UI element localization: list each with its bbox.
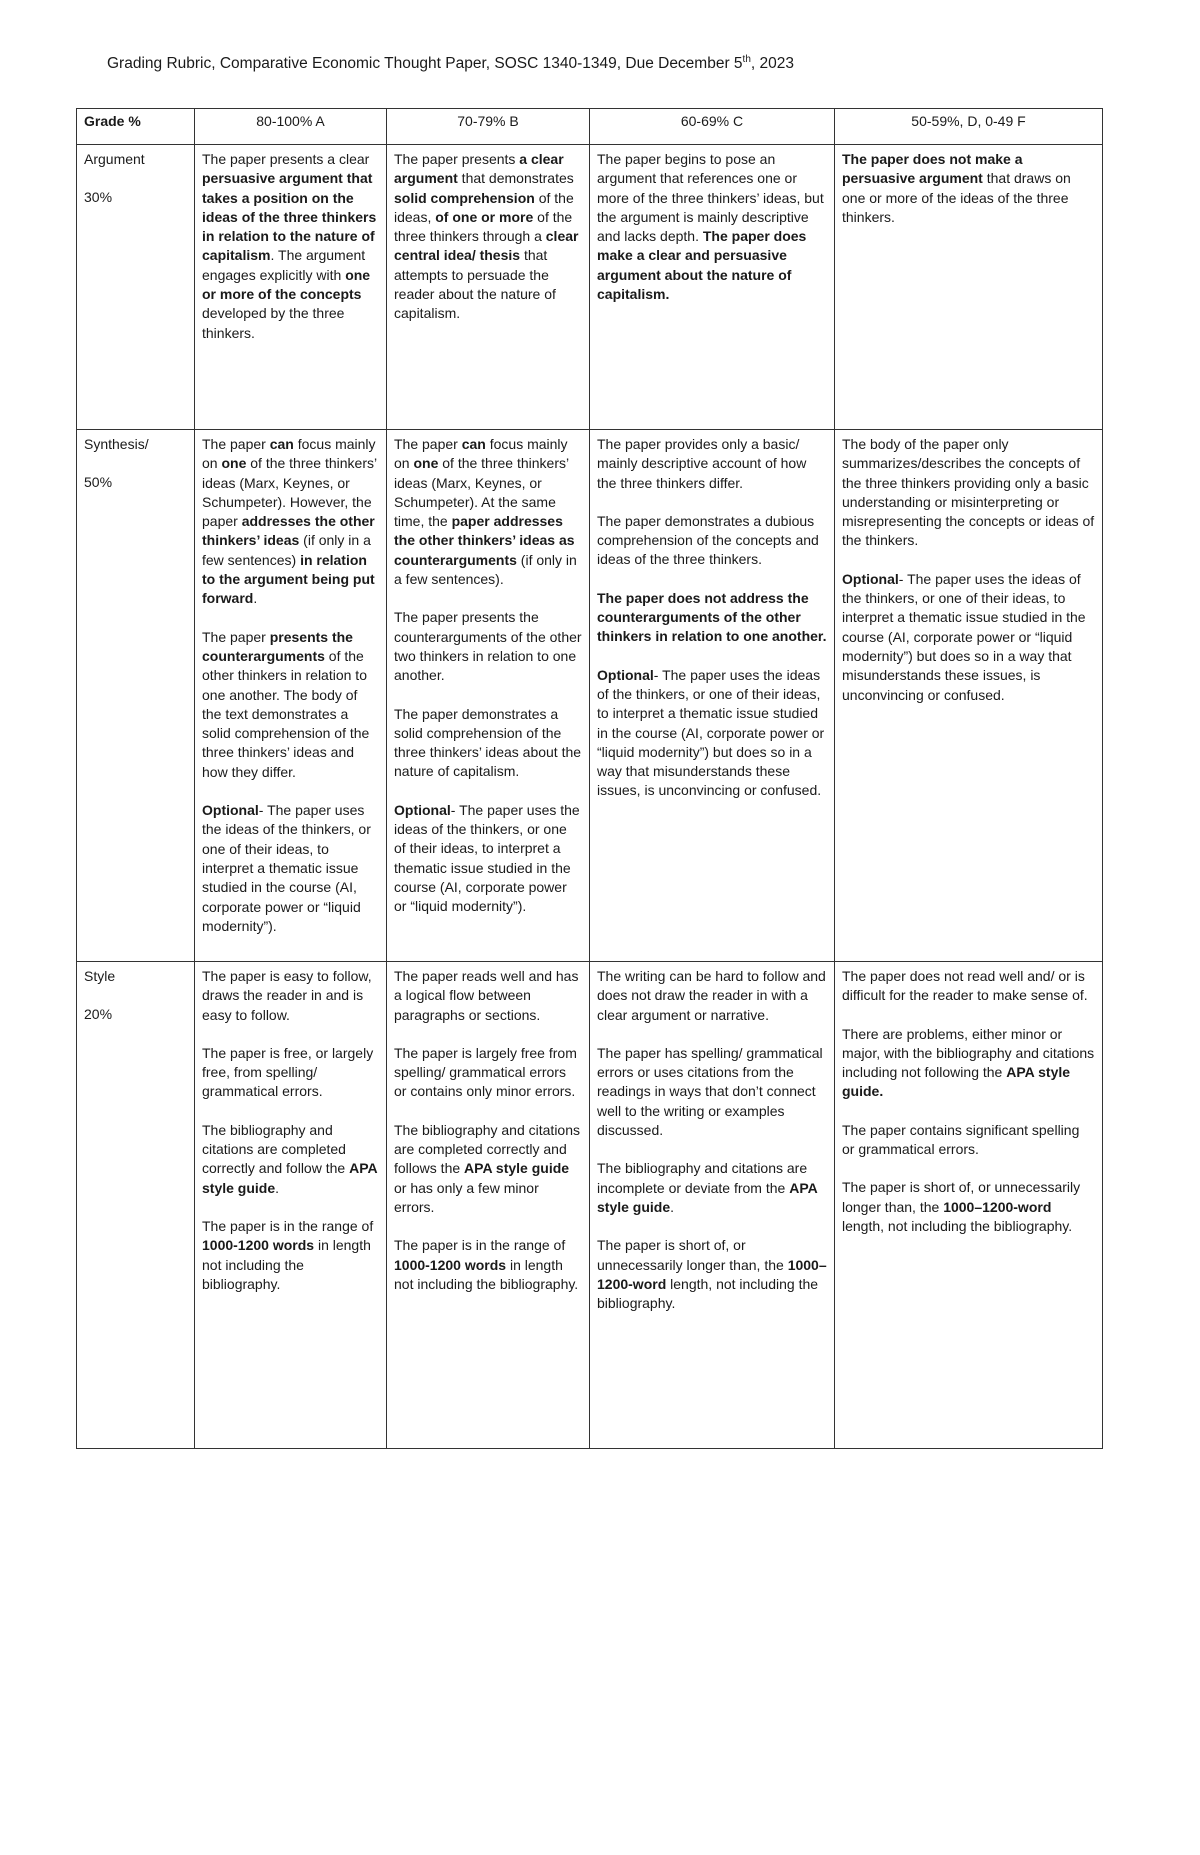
cell-style-c: [590, 962, 835, 1449]
cell-paragraph: [202, 628, 379, 782]
text-run: The paper begins to pose an argument that references one or more of the three thinkers’ ideas, but the argument is mainly descriptive and lacks depth.: [597, 151, 824, 245]
text-run: of the three thinkers through a: [394, 208, 573, 245]
cell-synthesis-b: [387, 430, 590, 962]
text-run: The paper is free, or largely free, from spelling/ grammatical errors.: [202, 1044, 374, 1100]
text-run: that demonstrates: [457, 170, 574, 187]
bold-text: persuasive argument that takes a position on the ideas of the three thinkers in relation to the nature of capitalism: [202, 170, 377, 264]
cell-paragraph: [394, 435, 582, 589]
cell-paragraph: [597, 967, 827, 1025]
cell-paragraph: [597, 1159, 827, 1217]
bold-text: The paper does make a clear and persuasive argument about the nature of capitalism.: [597, 228, 807, 303]
text-run: .: [670, 1198, 675, 1215]
cell-paragraph: [842, 570, 1095, 705]
bold-text: 1000–1200-word: [597, 1256, 827, 1292]
bold-text: presents the counterarguments: [202, 628, 353, 664]
bold-text: APA style guide: [202, 1160, 378, 1196]
text-run: The paper presents a clear: [202, 151, 370, 167]
header-level-a: 80-100% A: [195, 109, 387, 145]
bold-text: can: [461, 436, 486, 452]
cell-style-b: [387, 962, 590, 1449]
cell-paragraph: [394, 150, 582, 324]
cell-paragraph: [597, 150, 827, 304]
text-run: (if only in a few sentences): [202, 532, 371, 568]
text-run: in length not including the bibliography.: [202, 1237, 371, 1292]
text-run: . The argument engages explicitly with: [202, 247, 366, 283]
cell-argument-c: [590, 145, 835, 430]
text-run: The paper reads well and has a logical flow between paragraphs or sections.: [394, 968, 579, 1023]
cell-paragraph: [597, 589, 827, 647]
text-run: focus mainly on: [394, 436, 568, 472]
bold-text: paper addresses the other thinkers’ ideas as counterarguments: [394, 513, 575, 568]
text-run: developed by the three thinkers.: [202, 305, 345, 341]
cell-paragraph: [394, 1121, 582, 1217]
cell-paragraph: [394, 967, 582, 1025]
bold-text: addresses the other thinkers’ ideas: [202, 513, 375, 549]
text-run: The paper is in the range of: [202, 1217, 374, 1234]
cell-argument-a: [195, 145, 387, 430]
text-run: of the three thinkers’ ideas (Marx, Keynes, or Schumpeter). However, the paper: [202, 455, 377, 530]
text-run: of the ideas,: [394, 189, 574, 225]
row-weight: 30%: [84, 189, 113, 206]
cell-synthesis-c: [590, 430, 835, 962]
cell-paragraph: [394, 608, 582, 685]
text-run: The paper is short of, or unnecessarily longer than, the: [597, 1237, 788, 1273]
cell-paragraph: [842, 435, 1095, 551]
rubric-table: [76, 108, 1103, 1449]
cell-paragraph: [202, 967, 379, 1025]
text-run: (if only in a few sentences).: [394, 551, 577, 588]
bold-text: of one or more: [435, 208, 534, 225]
cell-synthesis-a: [195, 430, 387, 962]
cell-synthesis-d-f: [835, 430, 1103, 962]
text-run: The paper is easy to follow, draws the reader in and is easy to follow.: [202, 968, 372, 1023]
text-run: that draws on one or more of the ideas of the three thinkers.: [842, 170, 1071, 225]
cell-argument-d-f: [835, 145, 1103, 430]
row-style: [77, 962, 1103, 1449]
text-run: length, not including the bibliography.: [597, 1275, 819, 1312]
text-run: - The paper uses the ideas of the thinkers, or one of their ideas, to interpret a thematic issue studied in the course (AI, corporate power or “liquid modernity”) but does so in a way that misunderstands these issues, is unconvincing or confused.: [842, 570, 1086, 703]
text-run: The body of the paper only summarizes/describes the concepts of the three thinkers providing only a basic understanding or misinterpreting or misrepresenting the concepts or ideas of the thinkers.: [842, 436, 1095, 549]
header-row: [77, 109, 1103, 145]
bold-text: Optional: [394, 801, 451, 818]
row-head-synthesis: [77, 430, 195, 962]
text-run: .: [275, 1179, 280, 1196]
cell-paragraph: [202, 1044, 379, 1102]
row-synthesis: [77, 430, 1103, 962]
cell-paragraph: [597, 435, 827, 493]
row-weight: 50%: [84, 474, 113, 491]
text-run: The paper is largely free from spelling/ grammatical errors or contains only minor errors.: [394, 1044, 577, 1100]
text-run: The paper demonstrates a solid comprehension of the three thinkers’ ideas about the nature of capitalism.: [394, 705, 582, 780]
bold-text: a clear argument: [394, 151, 564, 187]
bold-text: solid comprehension: [394, 189, 535, 206]
header-level-c: 60-69% C: [590, 109, 835, 145]
text-run: length, not including the bibliography.: [842, 1217, 1073, 1234]
text-run: The paper has spelling/ grammatical errors or uses citations from the readings in ways that don’t connect well to the writing or examples discussed.: [597, 1044, 823, 1139]
bold-text: The paper does not make a persuasive argument: [842, 151, 1023, 187]
bold-text: Optional: [842, 570, 899, 587]
text-run: or has only a few minor errors.: [394, 1179, 539, 1215]
bold-text: 1000–1200-word: [943, 1198, 1052, 1215]
cell-paragraph: [394, 1044, 582, 1102]
text-run: The paper presents the counterarguments of the other two thinkers in relation to one another.: [394, 609, 582, 684]
text-run: The paper presents: [394, 151, 520, 167]
text-run: The bibliography and citations are completed correctly and follows the: [394, 1121, 581, 1177]
text-run: .: [253, 590, 258, 607]
text-run: - The paper uses the ideas of the thinkers, or one of their ideas, to interpret a thematic issue studied in the course (AI, corporate power or “liquid modernity”) but does so in a way that misunderstands these issues, is unconvincing or confused.: [597, 666, 825, 799]
cell-style-d-f: [835, 962, 1103, 1449]
row-name: Argument: [84, 151, 145, 167]
row-head-argument: [77, 145, 195, 430]
title-superscript: th: [742, 54, 751, 65]
text-run: The paper demonstrates a dubious comprehension of the concepts and ideas of the three thinkers.: [597, 512, 819, 568]
row-argument: [77, 145, 1103, 430]
header-level-d-f: 50-59%, D, 0-49 F: [835, 109, 1103, 145]
cell-paragraph: [394, 705, 582, 782]
cell-style-a: [195, 962, 387, 1449]
text-run: The paper contains significant spelling or grammatical errors.: [842, 1121, 1080, 1158]
row-weight: 20%: [84, 1006, 113, 1023]
bold-text: Optional: [597, 666, 654, 683]
row-name: Synthesis/: [84, 436, 149, 452]
cell-paragraph: [597, 512, 827, 570]
cell-paragraph: [202, 1217, 379, 1294]
cell-paragraph: [842, 967, 1095, 1006]
text-run: of the three thinkers’ ideas (Marx, Keynes, or Schumpeter). At the same time, the: [394, 455, 569, 530]
bold-text: one: [221, 455, 247, 472]
text-run: focus mainly on: [202, 436, 376, 472]
cell-paragraph: [597, 1044, 827, 1140]
cell-paragraph: [394, 801, 582, 917]
text-run: The bibliography and citations are completed correctly and follow the: [202, 1121, 350, 1177]
page-title: [107, 54, 794, 73]
text-run: that attempts to persuade the reader about the nature of capitalism.: [394, 247, 556, 322]
header-grade: Grade %: [77, 109, 195, 145]
cell-paragraph: [842, 1121, 1095, 1160]
cell-paragraph: [842, 1178, 1095, 1236]
text-run: The bibliography and citations are incomplete or deviate from the: [597, 1160, 808, 1196]
cell-paragraph: [202, 1121, 379, 1198]
text-run: The paper: [394, 436, 462, 452]
bold-text: can: [269, 436, 294, 452]
bold-text: 1000-1200 words: [394, 1256, 507, 1273]
bold-text: Optional: [202, 802, 259, 819]
bold-text: 1000-1200 words: [202, 1237, 315, 1254]
text-run: The paper does not read well and/ or is difficult for the reader to make sense of.: [842, 968, 1088, 1004]
text-run: The paper is short of, or unnecessarily longer than, the: [842, 1179, 1081, 1215]
cell-paragraph: [842, 1025, 1095, 1102]
bold-text: in relation to the argument being put forward: [202, 551, 375, 607]
text-run: in length not including the bibliography.: [394, 1256, 579, 1292]
cell-paragraph: [597, 1236, 827, 1313]
bold-text: one or more of the concepts: [202, 266, 371, 303]
text-run: There are problems, either minor or major, with the bibliography and citations including not following the: [842, 1025, 1095, 1081]
cell-argument-b: [387, 145, 590, 430]
cell-paragraph: [842, 150, 1095, 227]
text-run: The paper: [202, 436, 270, 452]
bold-text: APA style guide: [464, 1160, 570, 1177]
cell-paragraph: [597, 666, 827, 801]
bold-text: APA style guide.: [842, 1064, 1071, 1100]
cell-paragraph: [394, 1236, 582, 1294]
title-tail: , 2023: [750, 55, 794, 73]
bold-text: clear central idea/ thesis: [394, 228, 579, 264]
text-run: of the other thinkers in relation to one another. The body of the text demonstrates a solid comprehension of the three thinkers’ ideas and how they differ.: [202, 647, 370, 780]
header-level-b: 70-79% B: [387, 109, 590, 145]
bold-text: The paper does not address the counterarguments of the other thinkers in relation to one another.: [597, 589, 827, 645]
text-run: The writing can be hard to follow and does not draw the reader in with a clear argument or narrative.: [597, 968, 826, 1023]
row-head-style: [77, 962, 195, 1449]
cell-paragraph: [202, 801, 379, 936]
text-run: - The paper uses the ideas of the thinkers, or one of their ideas, to interpret a thematic issue studied in the course (AI, corporate power or “liquid modernity”).: [202, 802, 371, 934]
bold-text: one: [413, 455, 439, 472]
cell-paragraph: [202, 150, 379, 343]
title-text: Grading Rubric, Comparative Economic Thought Paper, SOSC 1340-1349, Due December 5: [107, 55, 743, 73]
text-run: The paper provides only a basic/ mainly descriptive account of how the three thinkers differ.: [597, 436, 807, 491]
text-run: - The paper uses the ideas of the thinkers, or one of their ideas, to interpret a thematic issue studied in the course (AI, corporate power or “liquid modernity”).: [394, 801, 580, 915]
cell-paragraph: [202, 435, 379, 609]
text-run: The paper: [202, 628, 270, 645]
text-run: The paper is in the range of: [394, 1237, 566, 1254]
row-name: Style: [84, 968, 116, 984]
bold-text: APA style guide: [597, 1179, 818, 1215]
